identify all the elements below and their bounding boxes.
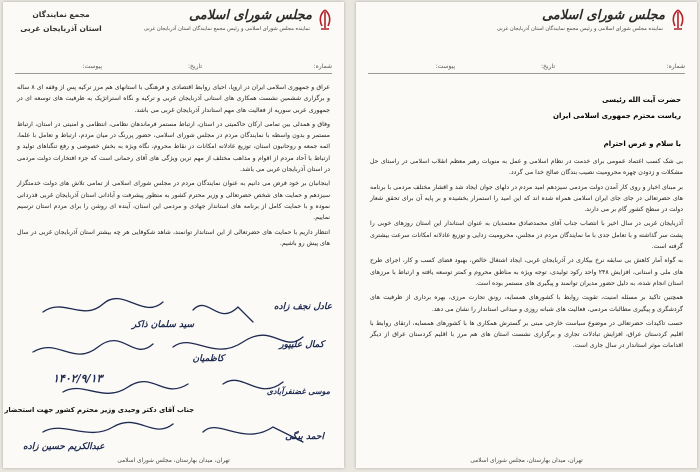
handwritten-name: سید سلمان ذاکر: [131, 320, 194, 330]
letter-body: [17, 82, 330, 252]
body-paragraph: آذربایجان غربی در سال اخیر با انتصاب جناب آقای محمدصادق معتمدیان به عنوان استاندار این استان روزهای خوبی را پشت سر گذاشته و با تعامل جدی با ما نمایندگان مردم در مجلس، محرومیت زدایی و توزیع عادلانه امکانات سرعت بیشتری گرفته است.: [370, 220, 683, 251]
date-label: تاریخ:: [541, 63, 555, 70]
ref-label: شماره:: [313, 63, 332, 70]
handwritten-name: عبدالکریم حسین زاده: [23, 442, 105, 452]
reference-line: [15, 63, 332, 74]
handwritten-date: ۱۴۰۲/۹/۱۳: [53, 372, 103, 385]
ref-label: شماره:: [666, 63, 685, 70]
body-paragraph: همچنین تاکید بر مسئله امنیت، تقویت روابط با کشورهای همسایه، رونق تجارت مرزی، بهره برداری از ظرفیت های گردشگری و پیگیری مطالبات مردمی، فعالیت های شبانه روزی و میدانی استاندار را نشان می دهد.: [370, 294, 683, 313]
body-paragraph: به گواه آمار کاهش بی سابقه نرخ بیکاری در آذربایجان غربی، ایجاد اشتغال خالص، بهبود فضای کسب و کار، اجرای طرح های ملی و استانی، افزایش ۲۴۸ واحد رکود تولیدی، توجه ویژه به مناطق محروم و کمتر توسعه یافته و ارتباط با مرزهای استان انجام شده، به دلیل حضور مدیران توانمند و پیگیری های مستمر بوده است.: [370, 257, 683, 287]
addressee-cc: جناب آقای دکتر وحیدی وزیر محترم کشور جهت استحضار: [4, 406, 194, 414]
body-paragraph: عراق و جمهوری اسلامی ایران در اروپا، احیای روابط اقتصادی و فرهنگی با استانهای هم مرز ترکیه پس از وقفه ای ۸ ساله و برگزاری ششمین نشست همکاری های استانی آذربایجان غربی و ترکیه و نگاه استراتژیک به ظرفیت های توسعه ای در جمهوری عربی سوریه از فعالیت های مهم استاندار آذربایجان غربی می باشد.: [17, 84, 330, 114]
attachment-label: پیوست:: [435, 63, 455, 70]
salutation: حضرت آیت الله رئیسی: [602, 96, 681, 104]
letter-page-right: [356, 2, 697, 468]
attachment-label: پیوست:: [82, 63, 102, 70]
iran-emblem-icon: [314, 8, 336, 34]
parliament-title: مجلس شورای اسلامی: [188, 8, 312, 23]
salutation-sub: ریاست محترم جمهوری اسلامی ایران: [552, 112, 681, 120]
body-paragraph: وفاق و همدلی بین تمامی ارکان حاکمیتی در استان، ارتباط مستمر فرماندهان نظامی، انتظامی و امنیتی در استان، ارتباط مستمر و بدون واسطه با نمایندگان مردم در مجلس شورای اسلامی، حضور پررنگ در میان مردم، ارتباط و تعامل با علما، ائمه جمعه و روحانیون استان، توزیع عادلانه امکانات در نقاط محروم، نگاه ویژه به بخش خصوصی و رفع تنگناهای تولید و ارتباط با آحاد مردم از اقوام و مذاهب مختلف از مهم ترین ویژگی های آقای رحمانی است که جزء افتخارات دولت مردمی در استان آذربایجان غربی می باشد.: [17, 120, 330, 174]
letter-footer: تهران، میدان بهارستان، مجلس شورای اسلامی: [117, 458, 230, 464]
handwritten-name: کمال علیپور: [279, 340, 324, 350]
committee-line: استان آذربایجان غربی: [20, 24, 102, 34]
greeting: با سلام و عرض احترام: [603, 140, 681, 148]
handwritten-name: موسی غضنفرآبادی: [266, 386, 330, 396]
body-paragraph: بی شک کسب اعتماد عمومی برای خدمت در نظام اسلامی و عمل به منویات رهبر معظم انقلاب اسلامی در راستای حل مشکلات و زدودن چهره محرومیت نصیب بندگان صالح خدا می گردد.: [370, 158, 683, 177]
handwritten-name: کاظمیان: [192, 354, 224, 364]
letter-footer: تهران، میدان بهارستان، مجلس شورای اسلامی: [470, 458, 583, 464]
handwritten-name: احمد بیگی: [285, 432, 324, 442]
handwritten-name: عادل نجف زاده: [273, 302, 332, 312]
committee-block: [15, 8, 107, 37]
body-paragraph: بر مبنای اخبار و روی کار آمدن دولت مردمی سیزدهم امید مردم در دلهای جوان ایجاد شد و اقشار مختلف مردمی با برنامه های حضرتعالی در جای جای ایران اسلامی همراه شده اند که این امید را استمرار بخشیده و بر پایه آن برای تحقق شعار دولت در سطح کشور گام بر می دارند.: [370, 183, 683, 214]
parliament-title: مجلس شورای اسلامی: [541, 8, 665, 23]
reference-line: [368, 63, 685, 74]
body-paragraph: حسب تاکیدات حضرتعالی در موضوع سیاست خارجی مبنی بر گسترش همکاری ها با کشورهای همسایه، ارتقای روابط با اقلیم کردستان عراق، افزایش تبادلات تجاری و برگزاری نشست استان های هم مرز با اقلیم کردستان عراق از دیگر اقدامات موثر استاندار در سال جاری است.: [370, 319, 683, 350]
representative-line: نماینده مجلس شورای اسلامی و رئیس مجمع نمایندگان استان آذربایجان غربی: [143, 26, 310, 32]
letter-body: [370, 156, 683, 355]
representative-line: نماینده مجلس شورای اسلامی و رئیس مجمع نمایندگان استان آذربایجان غربی: [496, 26, 663, 32]
iran-emblem-icon: [667, 8, 689, 34]
date-label: تاریخ:: [188, 63, 202, 70]
body-paragraph: اینجانبان بر خود فرض می دانیم به عنوان نمایندگان مردم در مجلس شورای اسلامی از تمامی تلاش های دولت خدمتگزار سیزدهم و حمایت های شخص حضرتعالی و وزیر محترم کشور به منظور پیشرفت و آبادانی استان آذربایجان غربی قدردانی نموده و با حمایت کامل از برنامه های استاندار جهادی و مردمی این استان، آینده ای روشن را برای مردم استان ترسیم نماییم.: [17, 180, 330, 222]
committee-line: مجمع نمایندگان: [32, 10, 90, 19]
letter-page-left: [3, 2, 344, 468]
body-paragraph: انتظار داریم با حمایت های حضرتعالی از این استاندار توانمند، شاهد شکوفایی هر چه بیشتر استان آذربایجان غربی در سال های پیش رو باشیم.: [17, 228, 330, 247]
